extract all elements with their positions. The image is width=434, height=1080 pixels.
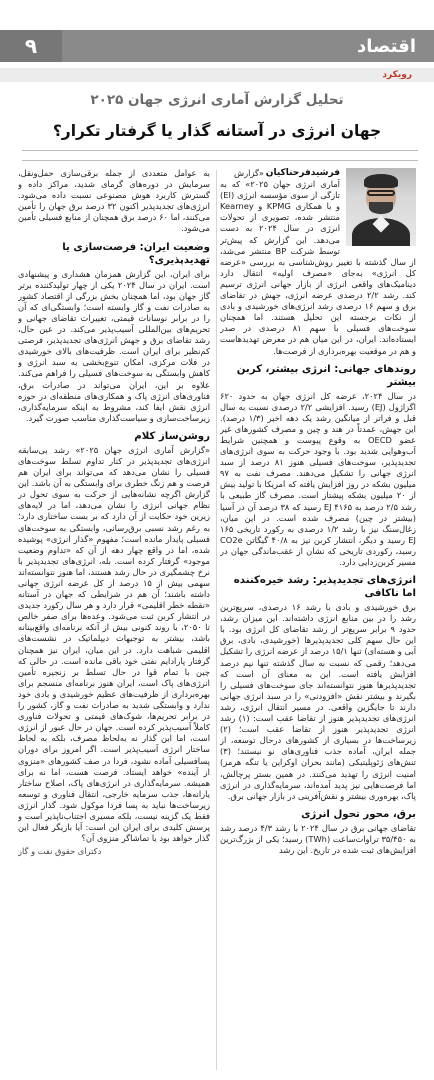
- section-subheading: انرژی‌های تجدیدپذیر: رشد خیره‌کننده اما ناکافی: [233, 575, 416, 600]
- section-name: اقتصاد: [356, 35, 416, 57]
- article-paragraph: برای ایران، این گزارش همزمان هشداری و پیشنهادی است. ایران در سال ۲۰۲۴ یکی از چهار تولیدکننده برتر گاز جهان بود، اما همچنان بخش بزرگی از اقتصاد کشور به صادرات نفت و گاز وابسته است؛ وابستگی‌ای که آن را در برابر نوسانات قیمتی، تغییرات تقاضای جهانی و تحریم‌های بین‌المللی آسیب‌پذیر می‌کند. در عین حال، رشد تقاضای برق و جهش انرژی‌های تجدیدپذیر، فرصتی کم‌نظیر برای ایران است. ظرفیت‌های بالای خورشیدی در فلات مرکزی، امکان تنوع‌بخشی به سبد انرژی و کاهش وابستگی به سوخت‌های فسیلی را فراهم می‌کند. علاوه بر این، ایران می‌تواند در صادرات برق، فناوری‌های انرژی پاک و همکاری‌های منطقه‌ای در حوزه انرژی نقش ایفا کند، مشروط به اینکه سرمایه‌گذاری، زیرساخت‌سازی و سیاست‌گذاری مناسب صورت گیرد.: [18, 268, 210, 423]
- section-subheading: وضعیت ایران: فرصت‌سازی یا تهدیدپذیری؟: [62, 241, 210, 266]
- article-paragraph: برق خورشیدی و بادی با رشد ۱۶ درصدی، سریع‌ترین رشد را در بین منابع انرژی داشته‌اند. این میزان رشد، حدود ۹ برابر سریع‌تر از رشد تقاضای کل انرژی بود. با این حال سهم کلی تجدیدپذیرها (خورشیدی، بادی، برق آبی و هسته‌ای) تنها ۱۵/۱ درصد از عرضه انرژی را تشکیل می‌دهد؛ رقمی که نسبت به سال گذشته تنها نیم درصد افزایش یافته است. این به معنای آن است که تجدیدپذیرها هنوز نتوانسته‌اند جای سوخت‌های فسیلی را بگیرند و بیشتر نقش «افزودنی» را در سبد انرژی جهانی دارند تا جایگزین واقعی. در مسیر انتقال انرژی، رشد انرژی‌های تجدیدپذیر هنوز از تقاضا عقب است: (۱) رشد انرژی تجدیدپذیر هنوز از تقاضا عقب است؛ (۲) زیرساخت‌ها در بسیاری از کشورهای درحال توسعه، از جمله ایران، آماده جذب فناوری‌های نو نیستند؛ (۳) تنش‌های ژئوپلیتیکی (مانند بحران اوکراین یا تنگه هرمز) امنیت انرژی را تهدید می‌کنند. در همین بستر پرچالش، اما فرصت‌هایی نیز پدید آمده‌اند، سرمایه‌گذاری در انرژی پاک، بهره‌وری بیشتر و نقش‌آفرینی در بازار جهانی برق.: [220, 602, 416, 801]
- article-paragraph: تقاضای جهانی برق در سال ۲۰۲۴ با رشد ۴/۳ درصد رشد به ۳۵/۴۵۰ تراوات‌ساعت (TWh) رسید؛ یکی از بزرگ‌ترین افزایش‌های ثبت شده در تاریخ. این رشد: [220, 822, 416, 855]
- section-subheading: روشن‌ساز کلام: [134, 430, 210, 442]
- author-photo-glasses: [367, 190, 395, 196]
- author-photo: [346, 168, 416, 246]
- kicker-label: رویکرد: [382, 70, 412, 80]
- article-paragraph: «گزارش آماری انرژی جهان ۲۰۲۵» رشد بی‌سابقه انرژی‌های تجدیدپذیر در کنار تداوم تسلط سوخت‌های فسیلی را نشان می‌دهد که می‌تواند برای ایران هم فرصت و هم زنگ خطری برای وابستگی به آن باشد. این گزارش اگرچه نشانه‌هایی از حرکت به سوی تحول در نظام جهانی انرژی را نشان می‌دهد، اما در لایه‌های زیرین خود حکایت از آن دارد که بر بست ساختاری دارد؛ به رغم رشد نسبی برق‌رسانی، وابستگی به سوخت‌های فسیلی پایدار مانده است؛ مفهوم «گذار انرژی» پوشیده شده، اما در واقع چهار دهه از آن که «تداوم وضعیت موجود» گرفتار کرده است. بله، انرژی‌های تجدیدپذیر با نرخ چشمگیری در حال رشد هستند، اما هنوز نتوانسته‌اند سهمی بیش از ۱۵ درصد از کل عرضه انرژی جهانی داشته باشند؛ آن هم در شرایطی که جهان در آستانه «نقطه خطر اقلیمی» قرار دارد و هر سال رکورد جدیدی در انتشار کربن ثبت می‌شود. وعده‌ها برای صفر خالص تا ۲۰۵۰، با روند کنونی بیش از آنکه برنامه‌ای واقع‌بینانه باشد، بیشتر به توجیهات دیپلماتیک در نشست‌های اقلیمی شباهت دارد. در این میان، ایران نیز همچنان گرفتار پارادایم نفتی خود باقی مانده است. در حالی که چین با تمام قوا در حال تسلط بر زنجیره تأمین انرژی‌های پاک است، ایران هنوز برنامه‌ای منسجم برای بهره‌برداری از ظرفیت‌های عظیم خورشیدی و بادی خود ندارد و وابستگی شدید به صادرات نفت و گاز، کشور را در برابر تحریم‌ها، شوک‌های قیمتی و تحولات فناوری کاملاً آسیب‌پذیر کرده است. جهان در حال عبور از انرژی است، اما این گذار نه به‌لحاظ مصرف، بلکه به لحاظ ساختار انرژی آسیب‌پذیر است. اگر امروز برای دوران پسافسیلی آماده نشود، فردا در صف کشورهای «منزوی از آینده» خواهد ایستاد. فرصت هست، اما نه برای همیشه. سرمایه‌گذاری در انرژی‌های پاک، اصلاح ساختار یارانه‌ها، جذب سرمایه خارجی، انتقال فناوری و توسعه زیرساخت‌ها نباید به پسا فردا موکول شود. گذار انرژی فقط یک گزینه نیست، بلکه مسیری اجتناب‌ناپذیر است و پرسش کلیدی برای ایران این است: آیا بازیگر فعال این گذار خواهد بود یا تماشاگر منزوی آن؟: [18, 444, 210, 844]
- title-rule: [22, 150, 418, 151]
- article-supertitle: تحلیل گزارش آماری انرژی جهان ۲۰۲۵: [90, 92, 344, 108]
- article-paragraph: «گزارش آماری انرژی جهان ۲۰۲۵» که به تازگی از سوی مؤسسه انرژی (EI) و با همکاری KPMG و Kearney منتشر شده، تصویری از تحولات انرژی در سال ۲۰۲۴ به دست می‌دهد. این گزارش که پیش‌تر توسط شرکت BP منتشر می‌شد، از سال گذشته با تغییر روش‌شناسی به بررسی «عرضه کل انرژی» به‌جای «مصرف اولیه» انتقال دارد دینامیک‌های واقعی انرژی از بازار جهانی انرژی ترسیم کند. رشد ۲/۲ درصدی عرضه انرژی، جهش در تقاضای برق و سهم ۱۶ درصدی رشد انرژی‌های خورشیدی و بادی از نکات برجسته این تحلیل هستند. اما همچنان سوخت‌های فسیلی با سهم ۸۱ درصدی در صدر ایستاده‌اند. ایران، در این میان هم در معرض تهدیدهاست و هم در موقعیت بهره‌برداری از فرصت‌ها.: [220, 168, 416, 356]
- left-column-body: [18, 168, 210, 857]
- title-rule-lower: [22, 160, 418, 161]
- article-column-left: [18, 168, 210, 1073]
- kicker-bar: [0, 68, 434, 82]
- section-header: [0, 30, 434, 62]
- article-paragraph: در سال ۲۰۲۴، عرضه کل انرژی جهان به حدود ۶۲۰ اگزاژول (EJ) رسید. افزایشی ۲/۲ درصدی نسبت به سال قبل و فراتر از میانگین رشد یک دهه اخیر (۱/۳ درصد). این جهش، عمدتاً در هند و چین و مصرف کشورهای غیر عضو OECD به وقوع پیوست و همچنین شرایط آب‌وهوایی شدید بود. با وجود حرکت به سوی انرژی‌های تجدیدپذیر، سوخت‌های فسیلی هنوز ۸۱ درصد از سبد انرژی جهانی را تشکیل می‌دهند. مصرف نفت به ۹۷ میلیون بشکه در روز افزایش یافته که امریکا با تولید بیش از ۲۰ میلیون بشکه پیشتاز است. مصرف گاز طبیعی با رشد ۲/۵ درصد به ۴۱۶۵ EJ رسید که ۳۸ درصد آن در آسیا (بیشتر در چین) مصرف شده است. در این میان، زغال‌سنگ نیز با رشد ۱/۲ درصدی به رکورد تاریخی ۱۶۵ EJ رسید و دیگر، انتشار کربن نیز به ۴۰/۸ گیگاتن CO2e رسید، رکوردی تاریخی که نشان از عقب‌ماندگی جهان در مسیر کربن‌زدایی دارد.: [220, 390, 416, 567]
- author-name: فرشیدفرحناکیان: [265, 168, 340, 178]
- column-divider: [216, 170, 217, 1070]
- section-subheading: روندهای جهانی: انرژی بیشتر، کربن بیشتر: [236, 363, 416, 388]
- right-column-body: [220, 168, 416, 856]
- page-number: ۹: [0, 30, 62, 62]
- author-photo-beard: [369, 202, 393, 214]
- article-paragraph: به عوامل متعددی از جمله برقی‌سازی حمل‌ونقل، سرمایش در دوره‌های گرمای شدید، مراکز داده و گسترش کاربرد هوش مصنوعی نسبت داده می‌شود. انرژی‌های تجدیدپذیر اکنون ۳۲ درصد برق جهان را تأمین می‌کنند، اما ۶۰ درصد برق همچنان از منابع فسیلی تأمین می‌شود.: [18, 168, 210, 234]
- article-title: جهان انرژی در آستانه گذار یا گرفتار تکرار؟: [52, 122, 382, 140]
- author-photo-hair: [364, 174, 398, 188]
- author-credential: دکترای حقوق نفت و گاز: [18, 846, 102, 857]
- article-column-right: [220, 168, 416, 1073]
- section-subheading: برق، محور تحول انرژی: [301, 808, 416, 820]
